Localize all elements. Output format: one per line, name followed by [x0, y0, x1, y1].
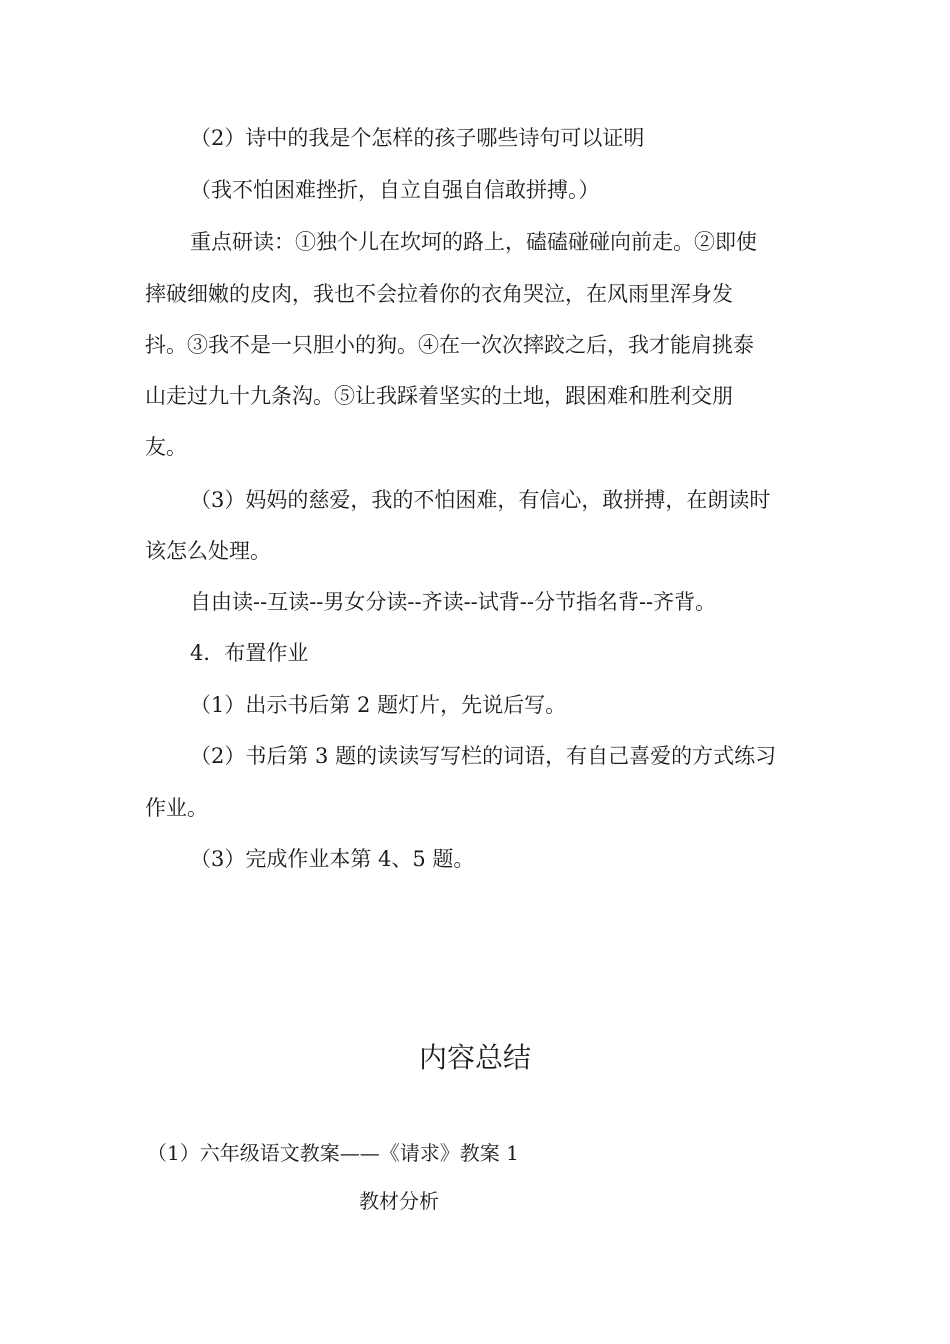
- key-reading-line-2: 摔破细嫩的皮肉，我也不会拉着你的衣角哭泣，在风雨里浑身发: [145, 282, 733, 306]
- homework-heading: 4．布置作业: [190, 641, 309, 665]
- question-3-line-1: （3）妈妈的慈爱，我的不怕困难，有信心，敢拼搏，在朗读时: [190, 488, 771, 512]
- homework-item-3: （3）完成作业本第 4、5 题。: [190, 847, 475, 871]
- key-reading-line-5: 友。: [145, 435, 187, 459]
- summary-heading: 内容总结: [418, 1041, 531, 1074]
- reading-sequence-line: 自由读--互读--男女分读--齐读--试背--分节指名背--齐背。: [190, 590, 717, 614]
- question-2-line: （2）诗中的我是个怎样的孩子哪些诗句可以证明: [190, 126, 645, 150]
- key-reading-line-4: 山走过九十九条沟。⑤让我踩着坚实的土地，跟困难和胜利交朋: [145, 384, 733, 408]
- homework-item-1: （1）出示书后第 2 题灯片，先说后写。: [190, 693, 567, 717]
- answer-2-line: （我不怕困难挫折，自立自强自信敢拼搏。）: [190, 178, 600, 202]
- summary-item: （1）六年级语文教案——《请求》教案 1: [147, 1141, 519, 1165]
- homework-item-2-line-1: （2）书后第 3 题的读读写写栏的词语，有自己喜爱的方式练习: [190, 744, 777, 768]
- question-3-line-2: 该怎么处理。: [145, 539, 271, 563]
- summary-subheading: 教材分析: [359, 1189, 439, 1213]
- homework-item-2-line-2: 作业。: [145, 796, 208, 820]
- key-reading-line-1: 重点研读：①独个儿在坎坷的路上，磕磕碰碰向前走。②即使: [190, 230, 757, 254]
- key-reading-line-3: 抖。③我不是一只胆小的狗。④在一次次摔跤之后，我才能肩挑泰: [145, 333, 754, 357]
